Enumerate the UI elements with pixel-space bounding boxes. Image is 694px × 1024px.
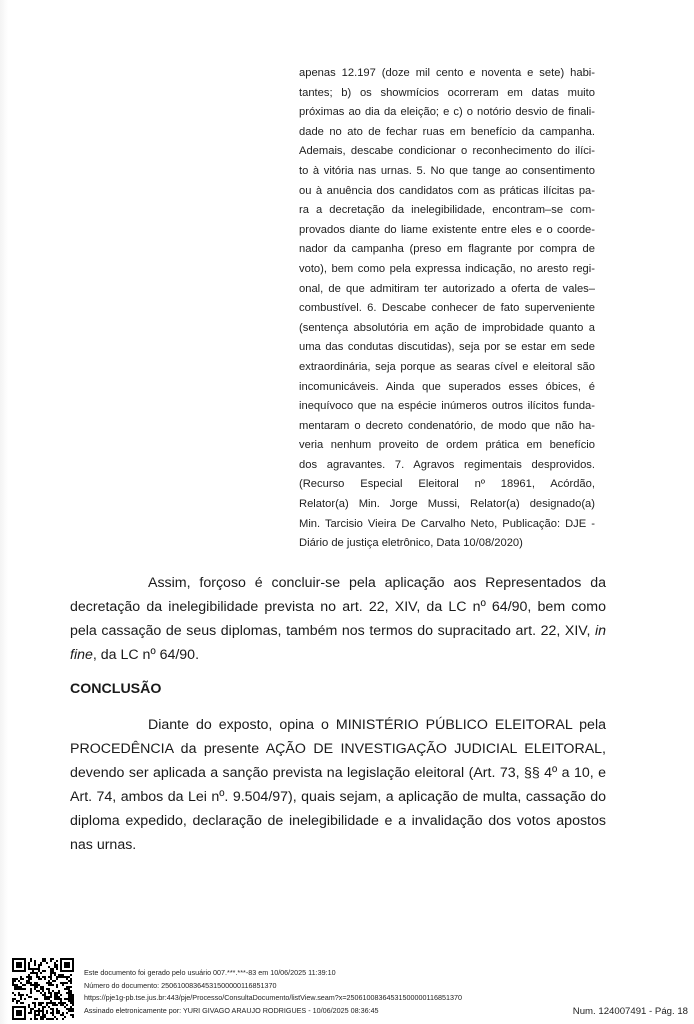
quote-line: nador da campanha (preso em flagrante por compra de — [299, 243, 595, 256]
quote-line: tantes; b) os showmícios ocorreram em datas muito — [299, 86, 595, 99]
quote-line: Relator(a) Min. Jorge Mussi, Relator(a) designado(a) — [299, 498, 595, 511]
paragraph-conclusion — [70, 713, 606, 857]
quote-line: extraordinária, seja porque as searas cível e eleitoral são — [299, 360, 595, 373]
quote-line: to à vitória nas urnas. 5. No que tange ao consentimento — [299, 164, 595, 177]
quote-line: (Recurso Especial Eleitoral nº 18961, Acórdão, — [299, 478, 595, 491]
quote-line: (sentença absolutória em ação de improbidade quanto a — [299, 321, 595, 334]
quote-line: mentaram o decreto condenatório, de modo que não ha- — [299, 419, 595, 432]
quote-line: ou à anuência dos candidatos com as práticas ilícitas pa- — [299, 184, 595, 197]
quote-line: apenas 12.197 (doze mil cento e noventa e sete) habi- — [299, 67, 595, 79]
footer-signed-line: Assinado eletronicamente por: YURI GIVAGO ARAUJO RODRIGUES - 10/06/2025 08:36:45 — [84, 1005, 379, 1015]
quote-line: incomunicáveis. Ainda que superados esses óbices, é — [299, 380, 595, 393]
quote-line: voto), bem como pela expressa indicação, no aresto regi- — [299, 262, 595, 275]
quote-line: inequívoco que na espécie inúmeros outros ilícitos funda- — [299, 400, 595, 413]
paragraph-inelegibility — [70, 571, 606, 667]
footer-url-link[interactable]: https://pje1g-pb.tse.jus.br:443/pje/Processo/ConsultaDocumento/listView.seam?x=25061008364531500000116851370 — [84, 993, 462, 1002]
quote-line: provados diante do liame existente entre eles e o coorde- — [299, 223, 595, 236]
quote-line: Diário de justiça eletrônico, Data 10/08/2020) — [299, 537, 523, 550]
jurisprudence-quote-block — [299, 64, 595, 554]
paragraph-text-end: , da LC nº 64/90. — [92, 647, 200, 663]
quote-line: veria nenhum proveito de ordem prática em benefício — [299, 439, 595, 452]
conclusion-text: Diante do exposto, opina o MINISTÉRIO PÚBLICO ELEITORAL pela PROCEDÊNCIA da presente AÇÃO DE INVESTIGAÇÃO JUDICIAL ELEITORAL, devendo ser aplicada a sanção prevista na legislação eleitoral (Art. 73, §§ 4º a 10, e Art. 74, ambos da Lei nº. 9.504/97), quais sejam, a aplicação de multa, cassação do diploma expedido, declaração de inelegibilidade e a invalidação dos votos apostos nas urnas. — [70, 717, 606, 853]
paragraph-text: Assim, forçoso é concluir-se pela aplicação aos Representados da decretação da inelegibilidade prevista no art. 22, XIV, da LC nº 64/90, bem como pela cassação de seus diplomas, também nos termos do supracitado art. 22, XIV, — [70, 575, 606, 639]
quote-line: combustível. 6. Descabe conhecer de fato superveniente — [299, 302, 595, 315]
section-heading-conclusao: CONCLUSÃO — [70, 681, 162, 697]
quote-line: dos agravantes. 7. Agravos regimentais desprovidos. — [299, 458, 595, 471]
signature-footer — [84, 967, 462, 1017]
footer-generated-line: Este documento foi gerado pelo usuário 007.***.***-83 em 10/06/2025 11:39:10 — [84, 968, 336, 977]
qr-code-icon — [12, 958, 74, 1020]
quote-line: ra a decretação da inelegibilidade, encontram–se com- — [299, 204, 595, 217]
page-number: Num. 124007491 - Pág. 18 — [572, 1006, 688, 1017]
quote-line: uma das condutas discutidas), seja por se estar em sede — [299, 341, 595, 354]
quote-line: onal, de que admitiram ter autorizado a oferta de vales– — [299, 282, 595, 295]
quote-line: Min. Tarcisio Vieira De Carvalho Neto, Publicação: DJE - — [299, 517, 595, 530]
quote-line: Ademais, descabe condicionar o reconhecimento do ilíci- — [299, 145, 595, 158]
quote-line: dade no ato de fechar ruas em benefício da campanha. — [299, 125, 595, 138]
paragraph-italic-term: in fine — [70, 623, 606, 663]
quote-line: próximas ao dia da eleição; e c) o notório desvio de finali- — [299, 106, 595, 119]
footer-document-number: Número do documento: 25061008364531500000116851370 — [84, 980, 277, 990]
